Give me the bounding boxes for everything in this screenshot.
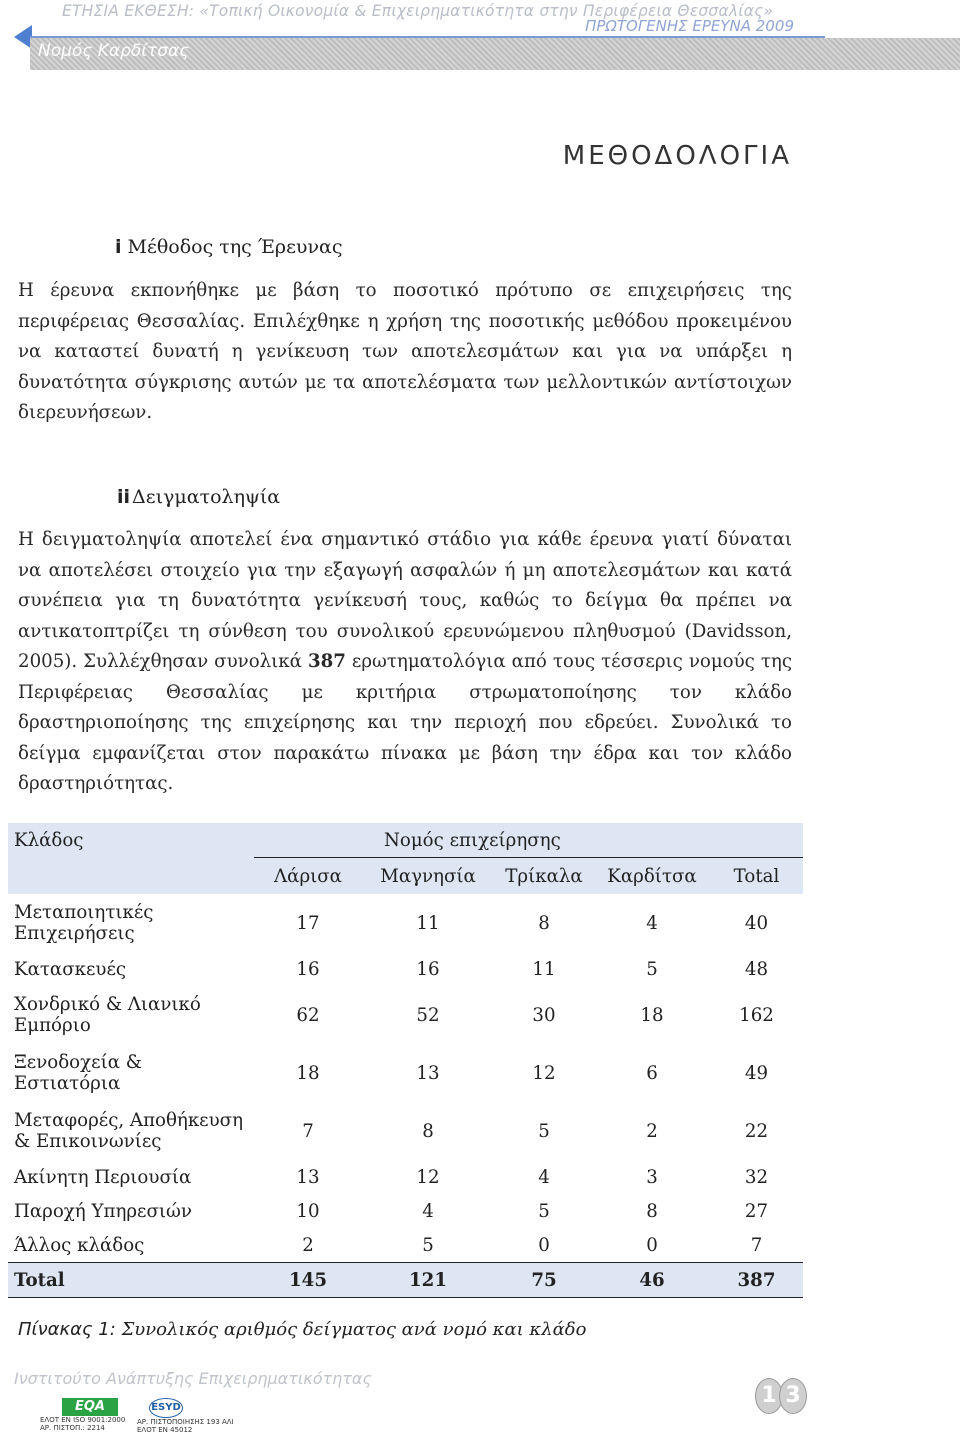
section-heading-method <box>115 236 343 258</box>
method-paragraph: Η έρευνα εκπονήθηκε με βάση το ποσοτικό πρότυπο σε επιχειρήσεις της περιφέρειας Θεσσαλίας. Επιλέχθηκε η χρήση της ποσοτικής μεθόδου προκειμένου να καταστεί δυνατή η γενίκευση των αποτελεσμάτων και για να υπάρξει η δυνατότητα σύγκρισης αυτών με τα αποτελέσματα των μελλοντικών αντίστοιχων διερευνήσεων. <box>18 280 792 423</box>
sample-table <box>8 823 803 1298</box>
table-caption <box>18 1319 586 1340</box>
sample-size-highlight: 387 <box>307 651 346 672</box>
row-label: Παροχή Υπηρεσιών <box>14 1200 192 1222</box>
table-row <box>8 986 803 1044</box>
table-cell: 18 <box>640 1004 664 1026</box>
table-row <box>8 1044 803 1102</box>
esyd-logo-mark: ESYD <box>149 1398 183 1418</box>
page-number <box>755 1378 803 1414</box>
table-cell: 32 <box>744 1166 769 1188</box>
table-row <box>8 1102 803 1160</box>
table-cell: 27 <box>744 1200 769 1222</box>
table-total-row <box>8 1263 803 1298</box>
esyd-logo <box>137 1398 234 1434</box>
table-cell: 3 <box>646 1166 658 1188</box>
table-cell: 8 <box>422 1120 434 1142</box>
table-row <box>8 952 803 986</box>
row-label: Μεταφορές, Αποθήκευση & Επικοινωνίες <box>14 1110 243 1152</box>
section-number: ii <box>117 486 131 508</box>
table-cell: 48 <box>744 958 769 980</box>
sampling-paragraph <box>18 525 792 800</box>
total-cell: 46 <box>594 1263 710 1298</box>
row-label: Άλλος κλάδος <box>14 1234 145 1256</box>
table-cell: 13 <box>416 1062 440 1084</box>
table-header-empty <box>8 858 254 895</box>
section-number: i <box>115 236 122 258</box>
table-cell: 5 <box>538 1200 550 1222</box>
table-cell: 13 <box>296 1166 320 1188</box>
table-cell: 11 <box>532 958 556 980</box>
table-cell: 49 <box>744 1062 769 1084</box>
table-cell: 2 <box>302 1234 314 1256</box>
table-cell: 0 <box>646 1234 658 1256</box>
table-header-row <box>8 823 803 858</box>
total-cell: 121 <box>362 1263 494 1298</box>
column-header: Καρδίτσα <box>594 858 710 895</box>
page-digit: 3 <box>779 1378 807 1414</box>
total-cell: 387 <box>710 1263 803 1298</box>
table-cell: 5 <box>422 1234 434 1256</box>
esyd-logo-text: ΕΛΟΤ EN 45012 <box>137 1426 193 1434</box>
table-cell: 6 <box>646 1062 658 1084</box>
eqa-logo <box>40 1398 130 1432</box>
column-header: Total <box>710 858 803 895</box>
table-cell: 52 <box>416 1004 440 1026</box>
row-label: Ξενοδοχεία & Εστιατόρια <box>14 1052 142 1094</box>
section-heading-text: Μέθοδος της Έρευνας <box>127 236 343 258</box>
section-heading-sampling <box>117 486 280 508</box>
table-cell: 10 <box>296 1200 320 1222</box>
eqa-logo-mark: EQA <box>62 1398 118 1416</box>
column-header: Μαγνησία <box>362 858 494 895</box>
table-cell: 18 <box>296 1062 320 1084</box>
table-cell: 8 <box>646 1200 658 1222</box>
table-cell: 16 <box>296 958 320 980</box>
table-row <box>8 894 803 952</box>
table-cell: 11 <box>416 912 440 934</box>
row-label: Μεταποιητικές Επιχειρήσεις <box>14 902 154 944</box>
table-cell: 62 <box>296 1004 320 1026</box>
table-cell: 2 <box>646 1120 658 1142</box>
table-corner-label: Κλάδος <box>8 823 254 858</box>
total-cell: 145 <box>254 1263 362 1298</box>
table-cell: 162 <box>739 1004 774 1026</box>
table-cell: 7 <box>750 1234 763 1256</box>
table-row <box>8 1160 803 1194</box>
table-cell: 5 <box>646 958 658 980</box>
report-header-title: ΕΤΗΣΙΑ ΕΚΘΕΣΗ: «Τοπική Οικονομία & Επιχειρηματικότητα στην Περιφέρεια Θεσσαλίας» <box>62 2 774 20</box>
table-cell: 4 <box>422 1200 434 1222</box>
table-cell: 30 <box>532 1004 556 1026</box>
table-cell: 40 <box>744 912 769 934</box>
esyd-logo-text: ΑΡ. ΠΙΣΤΟΠΟΙΗΣΗΣ 193 ΑΛΙ <box>137 1418 234 1426</box>
table-row <box>8 1194 803 1228</box>
page-digit: 1 <box>755 1378 783 1414</box>
table-row <box>8 1228 803 1263</box>
footer-institute: Ινστιτούτο Ανάπτυξης Επιχειρηματικότητας <box>14 1369 372 1388</box>
row-label: Κατασκευές <box>14 958 127 980</box>
table-cell: 4 <box>538 1166 550 1188</box>
total-cell: 75 <box>494 1263 594 1298</box>
row-label: Χονδρικό & Λιανικό Εμπόριο <box>14 994 201 1036</box>
table-cell: 8 <box>538 912 550 934</box>
row-label: Ακίνητη Περιουσία <box>14 1166 192 1188</box>
caption-text: Συνολικός αριθμός δείγματος ανά νομό και κλάδο <box>121 1319 587 1340</box>
table-cell: 17 <box>296 912 320 934</box>
table-cell: 4 <box>646 912 658 934</box>
total-label: Total <box>8 1263 254 1298</box>
table-cell: 12 <box>532 1062 556 1084</box>
prefecture-title: Νομός Καρδίτσας <box>38 41 190 61</box>
table-cell: 0 <box>538 1234 550 1256</box>
table-cell: 22 <box>744 1120 769 1142</box>
table-cell: 12 <box>416 1166 440 1188</box>
eqa-logo-text: ΑΡ. ΠΙΣΤΟΠ.: 2214 <box>40 1424 105 1432</box>
sampling-text-b: ερωτηματολόγια από τους τέσσερις νομούς της Περιφέρειας Θεσσαλίας με κριτήρια στρωματοποίησης τον κλάδο δραστηριοποίησης της επιχείρησης και την περιοχή που εδρεύει. Συνολικά το δείγμα εμφανίζεται στον παρακάτω πίνακα με βάση την έδρα και τον κλάδο δραστηριότητας. <box>18 651 793 794</box>
table-cell: 16 <box>416 958 440 980</box>
sampling-text-a: Η δειγματοληψία αποτελεί ένα σημαντικό στάδιο για κάθε έρευνα γιατί δύναται να αποτελέσει στοιχείο για την εξαγωγή ασφαλών ή μη αποτελεσμάτων και κατά συνέπεια για τη δυνατότητα γενίκευσή τους, καθώς το δείγμα θα πρέπει να αντικατοπτρίζει τη σύνθεση του συνολικού ερευνώμενου πληθυσμού (Davidsson, 2005). Συλλέχθησαν συνολικά <box>18 529 792 672</box>
table-group-label: Νομός επιχείρησης <box>254 823 803 858</box>
eqa-logo-text: ΕΛΟΤ EN ISO 9001:2000 <box>40 1416 126 1424</box>
section-heading-text: Δειγματοληψία <box>132 486 281 508</box>
table-cell: 5 <box>538 1120 550 1142</box>
section-title: ΜΕΘΟΔΟΛΟΓΙΑ <box>562 141 792 171</box>
column-header: Λάρισα <box>254 858 362 895</box>
caption-label: Πίνακας 1: <box>18 1319 116 1340</box>
table-columns-row <box>8 858 803 895</box>
column-header: Τρίκαλα <box>494 858 594 895</box>
table-cell: 7 <box>302 1120 314 1142</box>
report-header-subtitle: ΠΡΩΤΟΓΕΝΗΣ ΕΡΕΥΝΑ 2009 <box>585 17 794 35</box>
